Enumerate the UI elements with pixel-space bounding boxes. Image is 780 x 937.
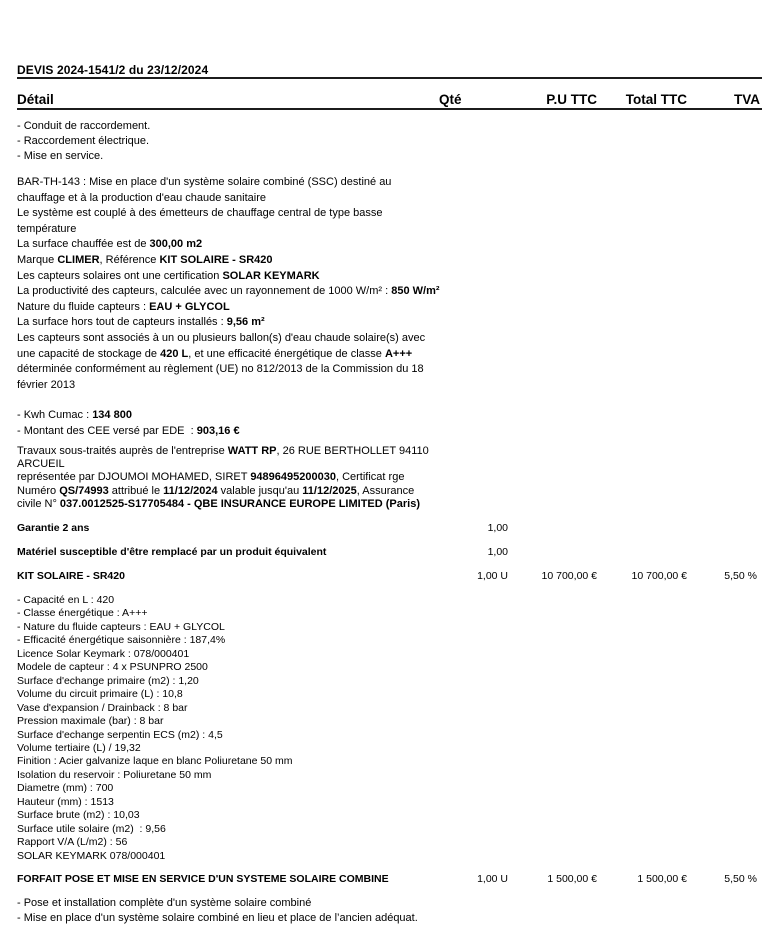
subcontractor-line: ARCUEIL [17,458,65,471]
forfait-detail-line: - Mise en place d'un système solaire combiné en lieu et place de l’ancien adéquat. [17,912,418,924]
subcontractor-line: Travaux sous-traités auprès de l'entreprise WATT RP, 26 RUE BERTHOLLET 94110 [17,445,429,457]
kit-detail-line: SOLAR KEYMARK 078/000401 [17,849,166,862]
row-label: Garantie 2 ans [17,522,90,534]
kit-detail-line: Hauteur (mm) : 1513 [17,795,114,808]
cee-lines-block [17,407,762,439]
column-header-vat: TVA [734,92,760,107]
table-row-garantie [17,522,762,535]
kit-detail-line: - Classe énergétique : A+++ [17,607,148,620]
description-line: Les capteurs sont associés à un ou plusieurs ballon(s) d'eau chaude solaire(s) avec [17,331,426,344]
description-line: température [17,222,77,235]
row-label: Matériel susceptible d'être remplacé par un produit équivalent [17,546,327,558]
kit-detail-line: Finition : Acier galvanize laque en blanc Poliuretane 50 mm [17,755,293,768]
kit-detail-line: Surface brute (m2) : 10,03 [17,809,140,822]
intro-lines-block [17,119,762,164]
cee-line: - Kwh Cumac : 134 800 [17,409,132,421]
kit-detail-line: Surface d'echange serpentin ECS (m2) : 4,5 [17,728,223,741]
kit-detail-line: Modele de capteur : 4 x PSUNPRO 2500 [17,661,208,674]
kit-detail-line: - Capacité en L : 420 [17,594,115,606]
subcontractor-line: représentée par DJOUMOI MOHAMED, SIRET 94896495200030, Certificat rge [17,471,405,484]
cee-line: - Montant des CEE versé par EDE : 903,16 € [17,425,240,437]
kit-detail-line: Surface utile solaire (m2) : 9,56 [17,822,166,835]
kit-detail-line: Pression maximale (bar) : 8 bar [17,715,164,728]
column-header-qty: Qté [439,92,462,107]
intro-line: - Mise en service. [17,150,104,162]
description-line: chauffage et à la production d'eau chaude sanitaire [17,191,266,204]
bar-th-143-description-block [17,175,762,393]
row-label: KIT SOLAIRE - SR420 [17,570,125,582]
row-total: 10 700,00 € [631,570,687,582]
row-total: 1 500,00 € [637,873,687,885]
page-title: DEVIS 2024-1541/2 du 23/12/2024 [17,63,209,77]
subcontractor-line: civile N° 037.0012525-S17705484 - QBE INSURANCE EUROPE LIMITED (Paris) [17,497,420,510]
row-label: FORFAIT POSE ET MISE EN SERVICE D'UN SYSTEME SOLAIRE COMBINE [17,873,389,885]
kit-detail-line: Volume du circuit primaire (L) : 10,8 [17,688,183,701]
kit-detail-line: Diametre (mm) : 700 [17,782,114,795]
kit-detail-line: Volume tertiaire (L) / 19,32 [17,741,141,754]
kit-detail-lines-block [17,594,762,863]
subcontractor-line: Numéro QS/74993 attribué le 11/12/2024 valable jusqu'au 11/12/2025, Assurance [17,484,415,497]
row-qty: 1,00 U [477,873,508,885]
column-header-total: Total TTC [625,92,687,107]
kit-detail-line: - Nature du fluide capteurs : EAU + GLYCOL [17,620,225,633]
column-header-detail: Détail [17,92,54,107]
row-vat: 5,50 % [724,570,757,582]
column-header-unit-price: P.U TTC [546,92,597,107]
row-unit-price: 1 500,00 € [547,873,597,885]
kit-detail-line: - Efficacité énergétique saisonnière : 187,4% [17,634,226,647]
table-header-row [17,91,762,110]
forfait-detail-lines-block [17,896,762,926]
kit-detail-line: Licence Solar Keymark : 078/000401 [17,647,190,660]
row-qty: 1,00 [487,546,508,558]
forfait-detail-line: - Pose et installation complète d'un système solaire combiné [17,897,312,909]
description-line: La surface hors tout de capteurs installés : 9,56 m² [17,316,265,329]
table-row-forfait-pose [17,873,762,886]
row-unit-price: 10 700,00 € [541,570,597,582]
row-vat: 5,50 % [724,873,757,885]
intro-line: - Conduit de raccordement. [17,120,151,132]
row-qty: 1,00 U [477,570,508,582]
kit-detail-line: Vase d'expansion / Drainback : 8 bar [17,701,188,714]
description-line: déterminée conformément au règlement (UE) no 812/2013 de la Commission du 18 [17,363,424,376]
table-row-materiel [17,546,762,559]
kit-detail-line: Surface d'echange primaire (m2) : 1,20 [17,674,199,687]
kit-detail-line: Rapport V/A (L/m2) : 56 [17,836,128,849]
description-line: Marque CLIMER, Référence KIT SOLAIRE - SR420 [17,253,273,266]
kit-detail-line: Isolation du reservoir : Poliuretane 50 mm [17,768,212,781]
description-line: une capacité de stockage de 420 L, et une efficacité énergétique de classe A+++ [17,347,413,360]
description-line: BAR-TH-143 : Mise en place d'un système solaire combiné (SSC) destiné au [17,176,392,188]
row-qty: 1,00 [487,522,508,534]
description-line: février 2013 [17,378,76,391]
description-line: La productivité des capteurs, calculée avec un rayonnement de 1000 W/m² : 850 W/m² [17,285,440,298]
document-title-bar [17,63,762,79]
description-line: Le système est couplé à des émetteurs de chauffage central de type basse [17,207,383,220]
intro-line: - Raccordement électrique. [17,135,150,147]
description-line: La surface chauffée est de 300,00 m2 [17,238,203,251]
subcontractor-block [17,445,762,511]
description-line: Nature du fluide capteurs : EAU + GLYCOL [17,300,230,313]
description-line: Les capteurs solaires ont une certification SOLAR KEYMARK [17,269,320,282]
table-row-kit-solaire [17,570,762,583]
